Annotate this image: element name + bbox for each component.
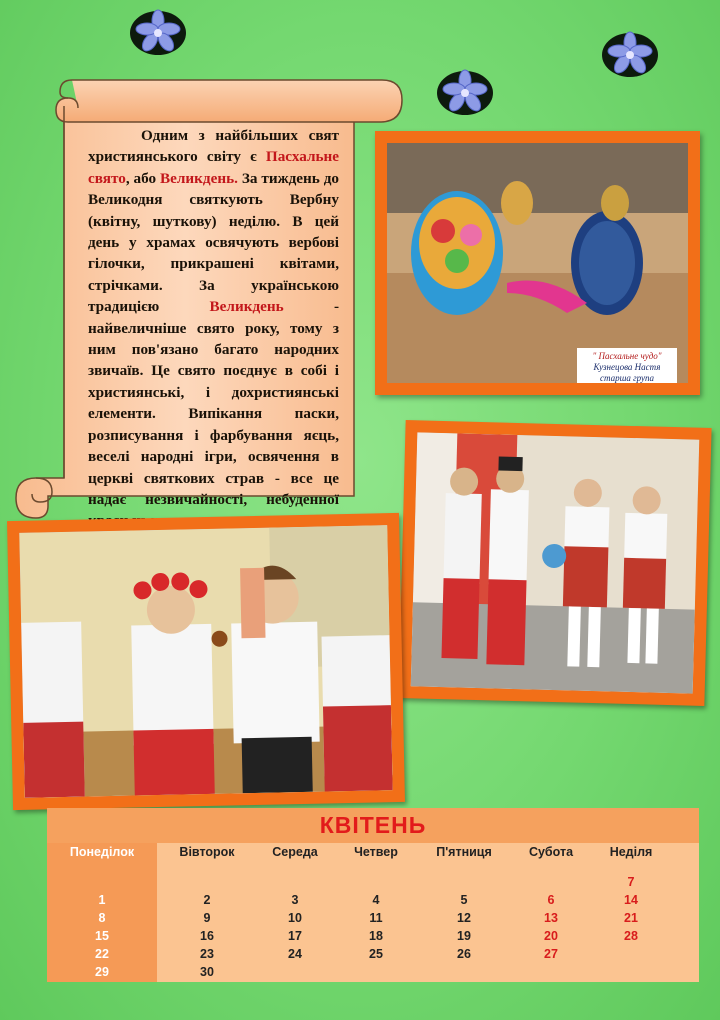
calendar-date: 19 (457, 929, 471, 943)
flower-icon (435, 68, 495, 118)
caption-title: " Пасхальне чудо" (592, 351, 662, 361)
calendar-day-header: Четвер (354, 845, 398, 859)
photo-frame-egg-game (7, 513, 405, 810)
calendar-date: 17 (288, 929, 302, 943)
calendar-date: 22 (95, 947, 109, 961)
easter-eggs-photo (387, 143, 688, 383)
calendar-date: 28 (624, 929, 638, 943)
egg-game-photo (19, 525, 392, 798)
calendar-month-title: КВІТЕНЬ (319, 812, 427, 838)
calendar-day-header: П'ятниця (436, 845, 492, 859)
caption-author: Кузнецова Настя (593, 362, 661, 372)
calendar-date: 1 (98, 893, 106, 907)
calendar-date: 24 (288, 947, 302, 961)
calendar-day-header: Субота (528, 845, 574, 859)
photo-frame-easter-eggs (375, 131, 700, 395)
intro-text-fragment: Одним з найбільших свят християнського світу є (88, 127, 340, 166)
calendar-date: 26 (457, 947, 471, 961)
calendar-date: 10 (288, 911, 302, 925)
highlighted-text: Великдень. (160, 169, 238, 187)
calendar-date: 25 (369, 947, 383, 961)
calendar-date: 15 (95, 929, 109, 943)
calendar-date: 23 (200, 947, 214, 961)
calendar-date: 16 (200, 929, 214, 943)
highlighted-text: Пасхальне свято (88, 148, 339, 187)
calendar-date: 2 (203, 893, 211, 907)
calendar-april (47, 808, 699, 982)
calendar-date: 9 (203, 911, 211, 925)
calendar-day-header: Вівторок (179, 845, 235, 859)
intro-text-fragment: За тиждень до Великодня святкують Вербну (квітну, шуткову) неділю. В цей день у храмах освячують вербові гілочки, прикрашені квітами, стрічками. За українською традицією (88, 169, 339, 316)
calendar-date: 27 (544, 947, 558, 961)
calendar-date: 3 (291, 893, 299, 907)
calendar-date: 29 (95, 965, 109, 979)
calendar-date: 6 (547, 893, 555, 907)
intro-text (88, 125, 339, 532)
calendar-date: 13 (544, 911, 558, 925)
calendar-day-header: Понеділок (69, 845, 135, 859)
intro-text-fragment: - найвеличніше свято року, тому з ним пов'язано багато народних звичаїв. Це свято поєднує в собі і християнські, і дохристиянські елементи. Випікання паски, розписування і фарбування яєць, веселі народні ігри, освячення в церкві святкових страв - все це надає незвичайності, небуденної (88, 298, 339, 508)
calendar-date: 21 (624, 911, 638, 925)
calendar-day-header: Неділя (609, 845, 653, 859)
calendar-date: 18 (369, 929, 383, 943)
caption-group: старша група (599, 373, 655, 383)
calendar-date: 5 (460, 893, 468, 907)
calendar-date: 11 (369, 911, 383, 925)
calendar-date: 30 (200, 965, 214, 979)
flower-icon (600, 30, 660, 80)
photo-frame-children-stage (398, 420, 711, 706)
calendar-date: 14 (624, 893, 638, 907)
calendar-date: 20 (544, 929, 558, 943)
calendar-date: 8 (98, 911, 106, 925)
highlighted-text: Великдень (209, 298, 284, 316)
calendar-date: 4 (372, 893, 380, 907)
calendar-date: 12 (457, 911, 471, 925)
children-stage-photo (411, 432, 700, 693)
intro-text-fragment: , або (125, 169, 161, 187)
calendar-date: 7 (627, 875, 635, 889)
calendar-day-header: Середа (272, 845, 318, 859)
flower-icon (128, 8, 188, 58)
